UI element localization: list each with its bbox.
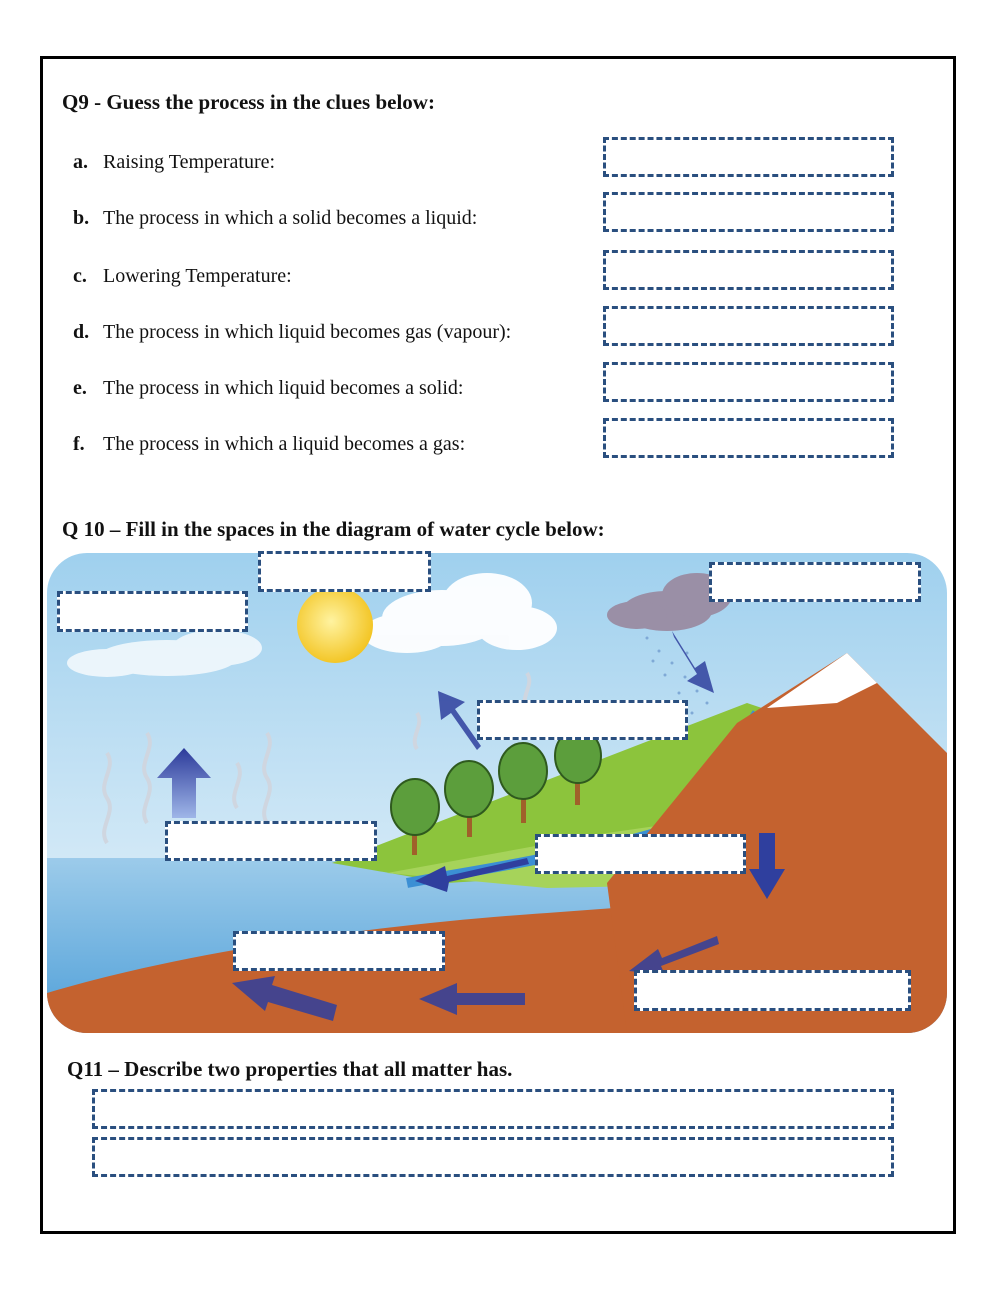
clue-d-text: The process in which liquid becomes gas (vapour): bbox=[103, 321, 512, 343]
answer-box-b[interactable] bbox=[603, 192, 894, 232]
q9-title: Q9 - Guess the process in the clues below: bbox=[62, 90, 435, 114]
clue-e-text: The process in which liquid becomes a solid: bbox=[103, 377, 464, 399]
sun-icon bbox=[297, 587, 373, 663]
diagram-box-sea[interactable] bbox=[233, 931, 445, 971]
diagram-box-top-right[interactable] bbox=[709, 562, 921, 602]
clue-b-letter: b. bbox=[73, 207, 90, 229]
clue-c-letter: c. bbox=[73, 265, 87, 287]
q11-title: Q11 – Describe two properties that all matter has. bbox=[67, 1057, 513, 1081]
clue-c-text: Lowering Temperature: bbox=[103, 265, 292, 287]
clue-f-text: The process in which a liquid becomes a gas: bbox=[103, 433, 466, 455]
clue-f bbox=[73, 433, 465, 456]
clue-a-text: Raising Temperature: bbox=[103, 151, 276, 173]
diagram-box-transpiration[interactable] bbox=[477, 700, 688, 740]
q11-answer-box-1[interactable] bbox=[92, 1089, 894, 1129]
clue-d-letter: d. bbox=[73, 321, 90, 343]
q11-answer-box-2[interactable] bbox=[92, 1137, 894, 1177]
clue-a-letter: a. bbox=[73, 151, 88, 173]
answer-box-a[interactable] bbox=[603, 137, 894, 177]
clue-c bbox=[73, 265, 292, 288]
clue-b-text: The process in which a solid becomes a liquid: bbox=[103, 207, 478, 229]
clue-f-letter: f. bbox=[73, 433, 85, 455]
answer-box-e[interactable] bbox=[603, 362, 894, 402]
diagram-box-runoff[interactable] bbox=[535, 834, 746, 874]
diagram-box-evaporation[interactable] bbox=[165, 821, 377, 861]
diagram-box-top-left[interactable] bbox=[57, 591, 248, 632]
q10-title: Q 10 – Fill in the spaces in the diagram of water cycle below: bbox=[62, 517, 605, 541]
diagram-box-top-center[interactable] bbox=[258, 551, 431, 592]
clue-a bbox=[73, 151, 275, 174]
answer-box-d[interactable] bbox=[603, 306, 894, 346]
answer-box-f[interactable] bbox=[603, 418, 894, 458]
clue-b bbox=[73, 207, 477, 230]
clue-e bbox=[73, 377, 463, 400]
clue-d bbox=[73, 321, 511, 344]
clue-e-letter: e. bbox=[73, 377, 87, 399]
answer-box-c[interactable] bbox=[603, 250, 894, 290]
diagram-box-groundwater[interactable] bbox=[634, 970, 911, 1011]
